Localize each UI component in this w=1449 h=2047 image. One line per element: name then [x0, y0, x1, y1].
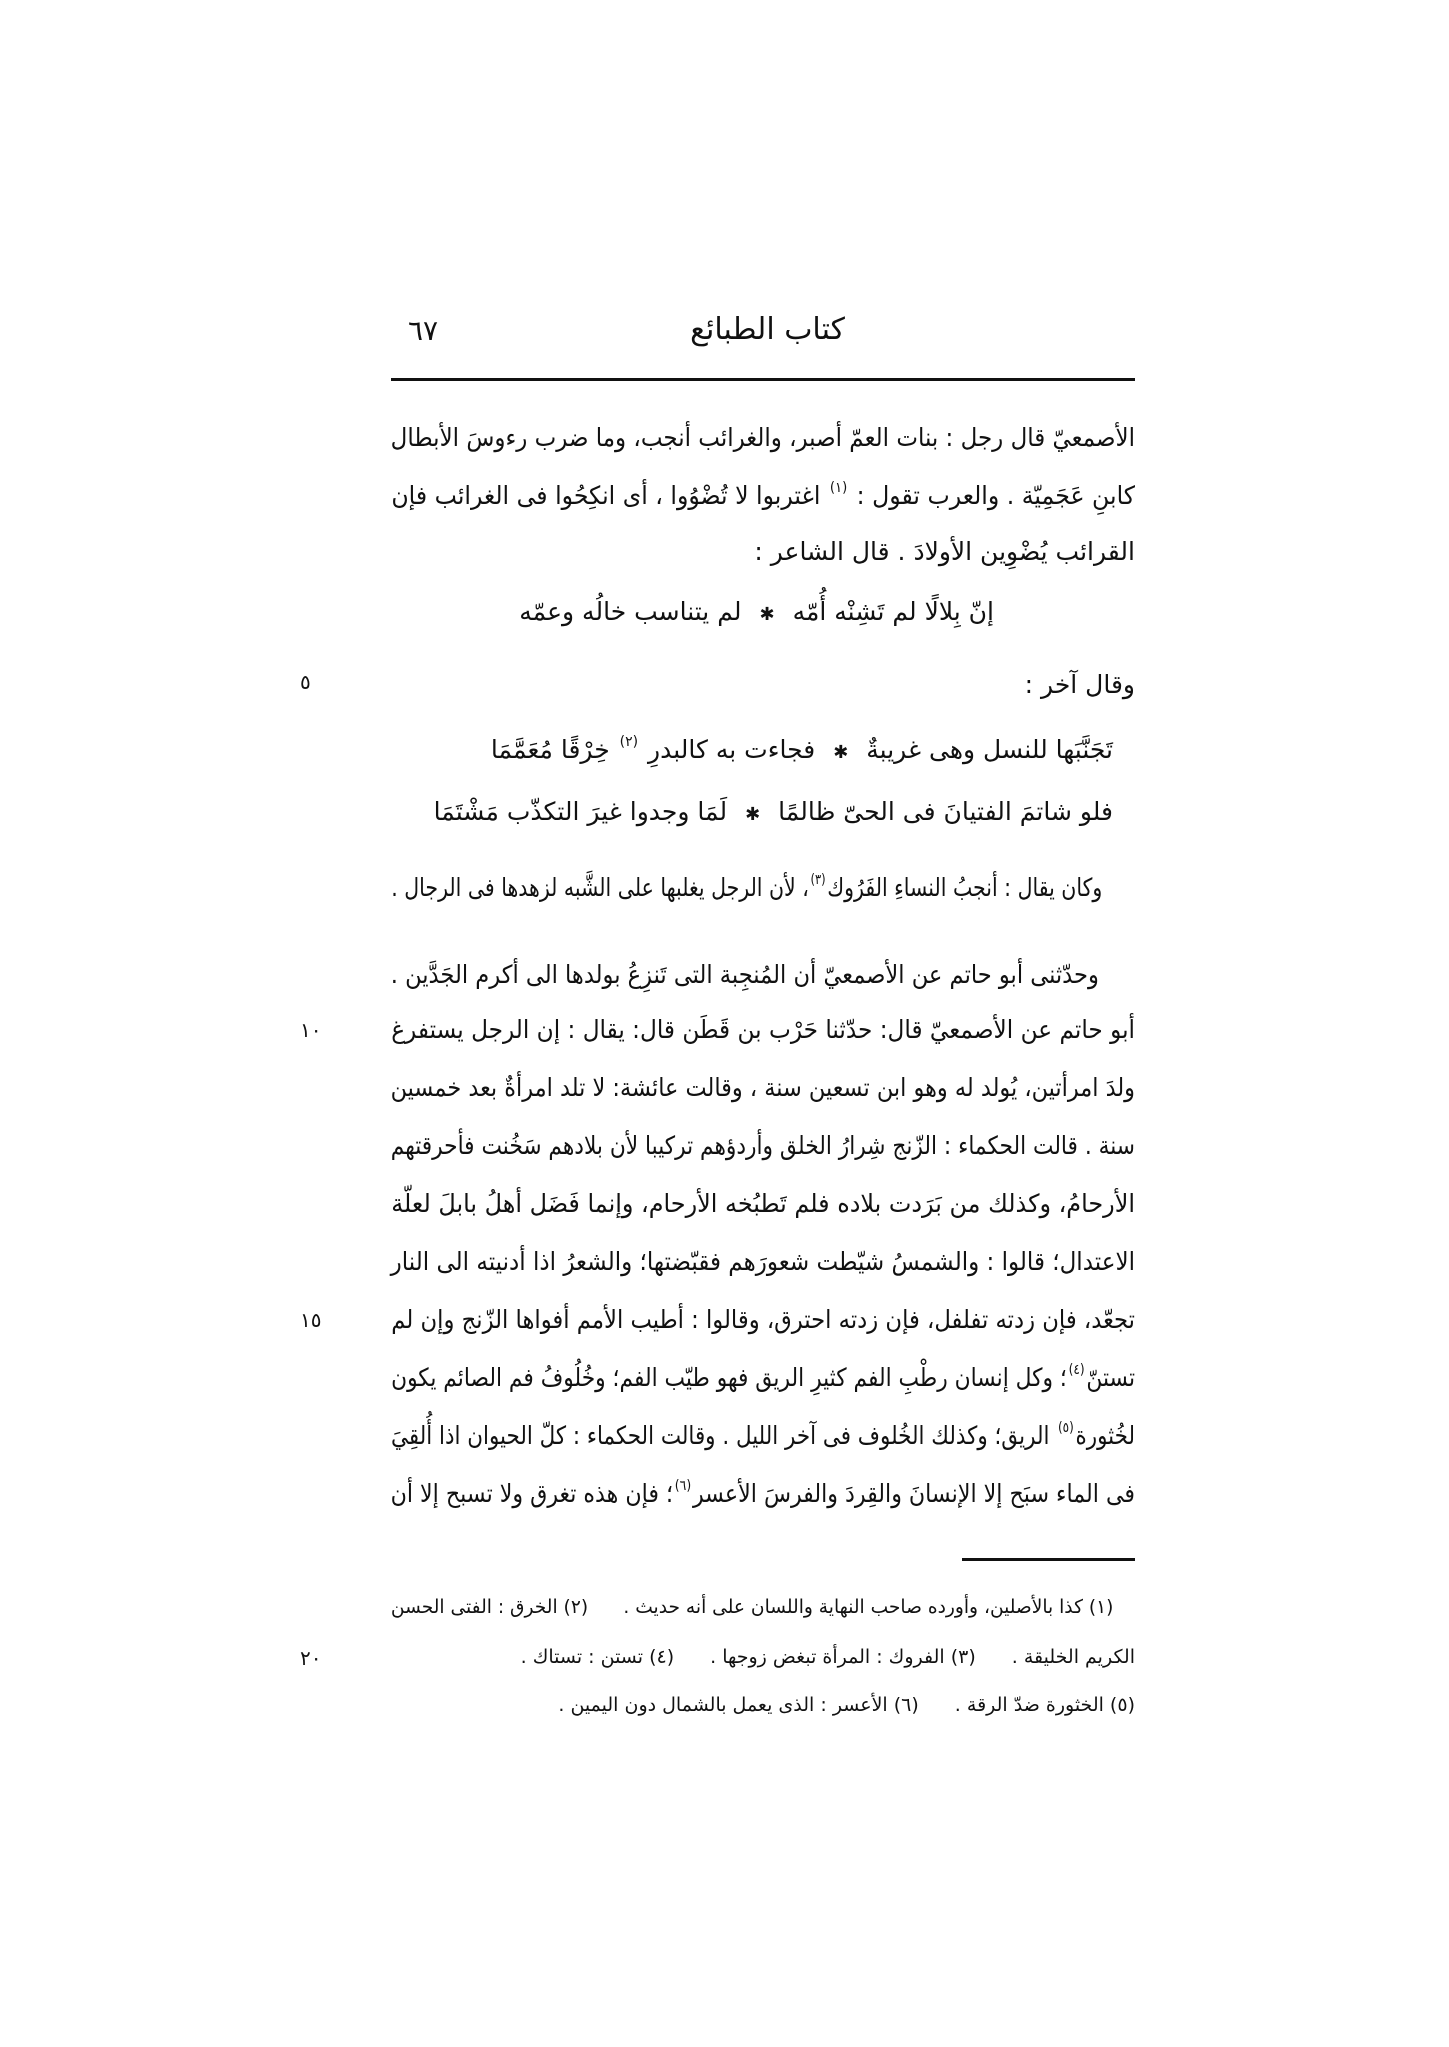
text-line-1: الأصمعيّ قال رجل : بنات العمّ أصبر، والغرائب أنجب، وما ضرب رءوسَ الأبطال — [390, 423, 1135, 452]
footnote-1: (١) كذا بالأصلين، وأورده صاحب النهاية واللسان على أنه حديث . — [623, 1596, 1114, 1618]
text-segment: اغتربوا لا تُضْوُوا ، أى انكِحُوا فى الغرائب فإن — [391, 481, 821, 510]
text-segment: ؛ وكل إنسان رطْبِ الفم كثيرِ الريق فهو طيّب الفم؛ وخُلُوفُ فم الصائم يكون — [391, 1363, 1067, 1392]
text-line-16 — [391, 1358, 1135, 1398]
text-segment: وكان يقال : أنجبُ النساءِ الفَرُوك — [827, 873, 1103, 902]
footnote-3: (٣) الفروك : المرأة تبغض زوجها . — [710, 1646, 976, 1668]
line-number-15: ١٥ — [300, 1308, 322, 1332]
book-title: كتاب الطبائع — [690, 312, 845, 347]
line-number-5: ٥ — [300, 670, 311, 694]
star-separator-icon: ✱ — [745, 804, 761, 825]
footnote-rule — [962, 1558, 1135, 1561]
text-line-17 — [391, 1416, 1135, 1456]
text-line-3: القرائب يُضْوِين الأولادَ . قال الشاعر : — [754, 537, 1135, 566]
footnote-marker-5: (٥) — [1057, 1420, 1074, 1436]
hemistich-2: لَمَا وجدوا غيرَ التكذّب مَشْتَمَا — [433, 797, 728, 826]
text-line-11: ولدَ امرأتين، يُولد له وهو ابن تسعين سنة ، وقالت عائشة: لا تلد امرأةٌ بعد خمسين — [390, 1073, 1136, 1102]
verse-1 — [519, 592, 994, 635]
star-separator-icon: ✱ — [759, 604, 775, 625]
text-segment: فجاءت به كالبدرِ — [648, 735, 816, 764]
text-segment: ؛ فإن هذه تغرق ولا تسبح إلا أن — [390, 1479, 674, 1508]
text-line-13: الأرحامُ، وكذلك من بَرَدت بلاده فلم تَطبُخه الأرحام، وإنما فَضَل أهلُ بابلَ لعلّة — [391, 1189, 1135, 1218]
text-segment: كابنِ عَجَمِيّة . والعرب تقول : — [856, 481, 1135, 510]
text-line-9: وحدّثنى أبو حاتم عن الأصمعيّ أن المُنجِبة التى تَنزِعُ بولدها الى أكرم الجَدَّين . — [390, 960, 1099, 989]
text-line-8 — [391, 868, 1135, 908]
line-number-10: ١٠ — [300, 1018, 322, 1042]
footnote-2-continued: الكريم الخليقة . — [1011, 1646, 1135, 1668]
text-line-18 — [390, 1474, 1135, 1514]
running-head — [600, 312, 935, 347]
verse-3 — [434, 792, 1113, 835]
text-segment: فى الماء سبَح إلا الإنسانَ والقِردَ والفرسَ الأعسر — [692, 1479, 1135, 1508]
page-number: ٦٧ — [408, 314, 439, 347]
verse-2 — [491, 730, 1113, 773]
footnote-4: (٤) تستن : تستاك . — [520, 1646, 675, 1668]
footnote-marker-3: (٣) — [810, 872, 826, 888]
hemistich-1: فلو شاتمَ الفتيانَ فى الحىّ ظالمًا — [778, 797, 1113, 826]
hemistich-2: لم يتناسب خالُه وعمّه — [519, 597, 742, 626]
footnote-5: (٥) الخثورة ضدّ الرقة . — [954, 1694, 1135, 1716]
footnote-marker-1: (١) — [829, 480, 848, 496]
text-line-14: الاعتدال؛ قالوا : والشمسُ شيّطت شعورَهم فقبّضتها؛ والشعرُ اذا أدنيته الى النار — [390, 1247, 1135, 1276]
footnote-6: (٦) الأعسر : الذى يعمل بالشمال دون اليمين . — [558, 1694, 919, 1716]
text-line-5: وقال آخر : — [1024, 670, 1135, 699]
text-line-10: أبو حاتم عن الأصمعيّ قال: حدّثنا حَرْب بن قَطَن قال: يقال : إن الرجل يستفرغ — [391, 1015, 1135, 1044]
text-segment: لخُثورة — [1075, 1421, 1135, 1450]
footnote-line-3 — [391, 1690, 1135, 1720]
text-segment: ، لأن الرجل يغلبها على الشَّبه لزهدها فى الرجال . — [391, 873, 809, 902]
text-segment: خِرْقًا مُعَمَّمَا — [490, 735, 610, 764]
line-number-20: ٢٠ — [300, 1646, 322, 1670]
footnote-2: (٢) الخرق : الفتى الحسن — [390, 1596, 589, 1618]
header-rule — [391, 378, 1135, 381]
footnote-marker-4: (٤) — [1068, 1362, 1085, 1378]
hemistich-2 — [491, 730, 815, 770]
footnote-line-1 — [390, 1592, 1135, 1622]
text-line-2 — [391, 476, 1135, 516]
hemistich-1: إنّ بِلالًا لم تَشِنْه أُمّه — [792, 597, 994, 626]
text-segment: تستنّ — [1086, 1363, 1135, 1392]
footnote-marker-2: (٢) — [619, 734, 639, 750]
text-segment: الريق؛ وكذلك الخُلوف فى آخر الليل . وقالت الحكماء : كلّ الحيوان اذا أُلقِيَ — [391, 1421, 1050, 1450]
text-line-12: سنة . قالت الحكماء : الزّنج شِرارُ الخلق وأردؤهم تركيبا لأن بلادهم سَخُنت فأحرقتهم — [390, 1131, 1135, 1160]
footnote-line-2 — [391, 1642, 1135, 1672]
text-line-15: تجعّد، فإن زدته تفلفل، فإن زدته احترق، وقالوا : أطيب الأمم أفواها الزّنج وإن لم — [391, 1305, 1135, 1334]
star-separator-icon: ✱ — [833, 742, 849, 763]
footnote-marker-6: (٦) — [674, 1478, 692, 1494]
hemistich-1: تَجَنَّبَها للنسل وهى غريبةٌ — [866, 735, 1113, 764]
